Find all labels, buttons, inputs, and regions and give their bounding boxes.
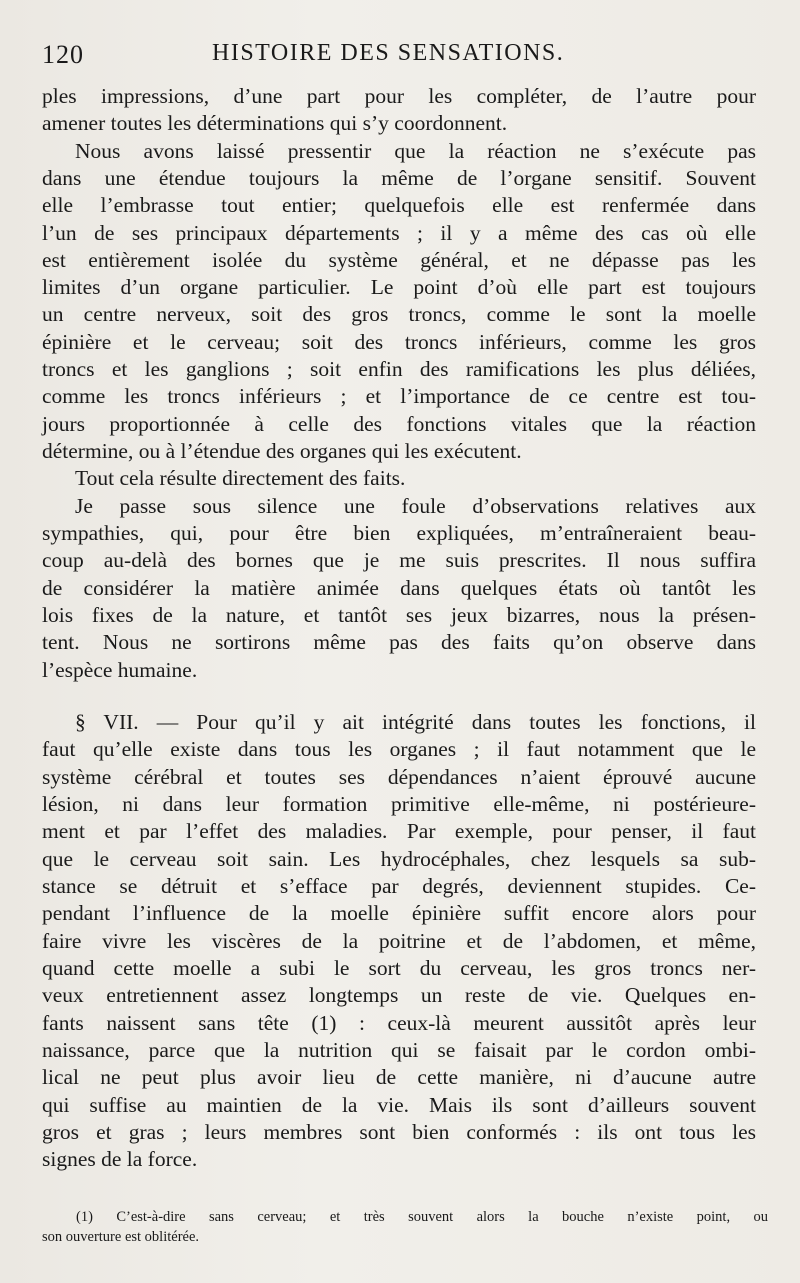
text-line: un centre nerveux, soit des gros troncs, comme le sont la moelle <box>42 302 756 326</box>
footnote-line: (1) C’est-à-dire sans cerveau; et très souvent alors la bouche n’existe point, ou <box>76 1209 768 1225</box>
text-line: jours proportionnée à celle des fonctions vitales que la réaction <box>42 412 756 436</box>
text-line: signes de la force. <box>42 1147 198 1171</box>
text-line: faire vivre les viscères de la poitrine et de l’abdomen, et même, <box>42 929 756 953</box>
text-line: amener toutes les déterminations qui s’y coordonnent. <box>42 111 508 135</box>
text-line: tent. Nous ne sortirons même pas des faits qu’on observe dans <box>42 630 756 654</box>
text-line: stance se détruit et s’efface par degrés, deviennent stupides. Ce- <box>42 874 756 898</box>
text-line: qui suffise au maintien de la vie. Mais ils sont d’ailleurs souvent <box>42 1093 756 1117</box>
text-line: pendant l’influence de la moelle épinière suffit encore alors pour <box>42 901 756 925</box>
text-line: l’espèce humaine. <box>42 658 198 682</box>
text-line: détermine, ou à l’étendue des organes qui les exécutent. <box>42 439 522 463</box>
text-line: lois fixes de la nature, et tantôt ses jeux bizarres, nous la présen- <box>42 603 756 627</box>
text-line: Je passe sous silence une foule d’observations relatives aux <box>75 494 756 518</box>
text-line: système cérébral et toutes ses dépendances n’aient éprouvé aucune <box>42 765 756 789</box>
text-line: est entièrement isolée du système général, et ne dépasse pas les <box>42 248 756 272</box>
text-line: dans une étendue toujours la même de l’organe sensitif. Souvent <box>42 166 756 190</box>
page-header <box>42 40 754 72</box>
text-line: épinière et le cerveau; soit des troncs inférieurs, comme les gros <box>42 330 756 354</box>
text-line: fants naissent sans tête (1) : ceux-là meurent aussitôt après leur <box>42 1011 756 1035</box>
section-heading-line: § VII. — Pour qu’il y ait intégrité dans toutes les fonctions, il <box>75 710 756 734</box>
text-line: l’un de ses principaux départements ; il y a même des cas où elle <box>42 221 756 245</box>
text-line: Tout cela résulte directement des faits. <box>75 466 406 490</box>
text-line: de considérer la matière animée dans quelques états où tantôt les <box>42 576 756 600</box>
text-line: elle l’embrasse tout entier; quelquefois elle est renfermée dans <box>42 193 756 217</box>
text-line: quand cette moelle a subi le sort du cerveau, les gros troncs ner- <box>42 956 756 980</box>
text-line: veux entretiennent assez longtemps un reste de vie. Quelques en- <box>42 983 756 1007</box>
text-line: faut qu’elle existe dans tous les organes ; il faut notamment que le <box>42 737 756 761</box>
page-number: 120 <box>42 40 84 69</box>
running-title: HISTOIRE DES SENSATIONS. <box>212 40 565 66</box>
text-line: comme les troncs inférieurs ; et l’importance de ce centre est tou- <box>42 384 756 408</box>
text-line: ples impressions, d’une part pour les compléter, de l’autre pour <box>42 84 756 108</box>
text-line: coup au-delà des bornes que je me suis prescrites. Il nous suffira <box>42 548 756 572</box>
text-line: lésion, ni dans leur formation primitive elle-même, ni postérieure- <box>42 792 756 816</box>
text-line: ment et par l’effet des maladies. Par exemple, pour penser, il faut <box>42 819 756 843</box>
text-line: limites d’un organe particulier. Le point d’où elle part est toujours <box>42 275 756 299</box>
text-line: troncs et les ganglions ; soit enfin des ramifications les plus déliées, <box>42 357 756 381</box>
text-line: sympathies, qui, pour être bien expliquées, m’entraîneraient beau- <box>42 521 756 545</box>
text-line: lical ne peut plus avoir lieu de cette manière, ni d’aucune autre <box>42 1065 756 1089</box>
text-line: naissance, parce que la nutrition qui se faisait par le cordon ombi- <box>42 1038 756 1062</box>
text-line: que le cerveau soit sain. Les hydrocéphales, chez lesquels sa sub- <box>42 847 756 871</box>
text-line: gros et gras ; leurs membres sont bien conformés : ils ont tous les <box>42 1120 756 1144</box>
footnote-line: son ouverture est oblitérée. <box>42 1229 200 1245</box>
text-line: Nous avons laissé pressentir que la réaction ne s’exécute pas <box>75 139 756 163</box>
